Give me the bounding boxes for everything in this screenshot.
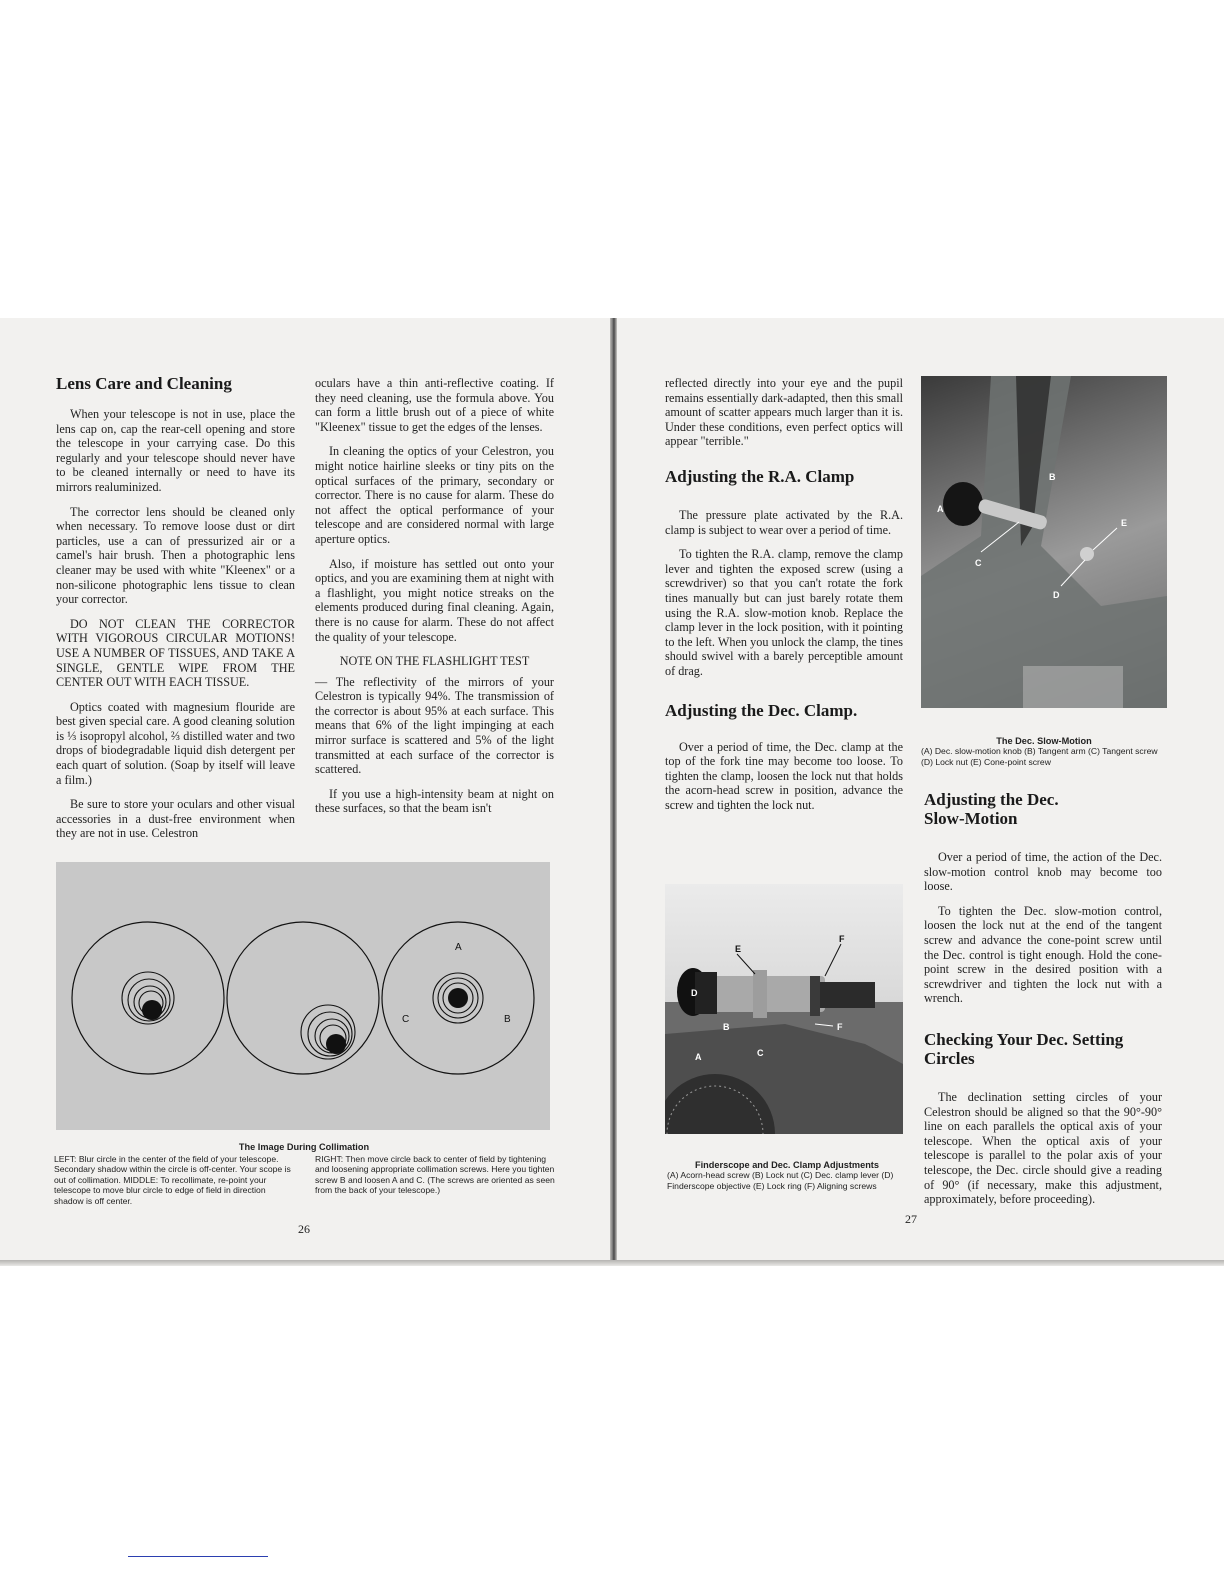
paragraph: oculars have a thin anti-reflective coating. If they need cleaning, use the formula above. You can form a little brush out of a piece of white "Kleenex" tissue to get the edges of the lenses.: [315, 376, 554, 434]
finderscope-illustration: [665, 884, 903, 1134]
paragraph: When your telescope is not in use, place the lens cap on, cap the rear-cell opening and store the telescope in your carrying case. Do this regularly and your telescope should never have to be cleaned internally or need to have its mirrors realuminized.: [56, 407, 295, 494]
paragraph: reflected directly into your eye and the pupil remains essentially dark-adapted, then this small amount of scatter appears much larger than it is. Under these conditions, even perfect optics will appear "terrible.": [665, 376, 903, 449]
photo1-caption: [921, 736, 1167, 767]
photo1-label-c: C: [975, 558, 982, 568]
left-page: [0, 318, 613, 1262]
photo2-label-e: E: [735, 944, 742, 954]
photo2-label-c: C: [757, 1048, 764, 1058]
paragraph: The declination setting circles of your Celestron should be aligned so that the 90°-90° line on each parallels the optical axis of your telescope. When the optical axis of your telescope is parallel to the polar axis of your telescope, the Dec. circle should give a reading of 90° (if necessary, make this adjustment, approximately, before proceeding).: [924, 1089, 1162, 1207]
photo2-label-d: D: [691, 988, 698, 998]
photo2-caption-title: Finderscope and Dec. Clamp Adjustments: [695, 1160, 879, 1170]
label-c: C: [402, 1014, 410, 1025]
paragraph: Over a period of time, the Dec. clamp at the top of the fork tine may become too loose. To tighten the clamp, loosen the lock nut that holds the acorn-head screw in position, advance the screw and tighten the lock nut.: [665, 739, 903, 812]
photo1-caption-title: The Dec. Slow-Motion: [996, 736, 1092, 746]
warning-paragraph: DO NOT CLEAN THE CORRECTOR WITH VIGOROUS CIRCULAR MOTIONS! USE A NUMBER OF TISSUES, AND TAKE A SINGLE, GENTLE WIPE FROM THE CENTER OUT WITH EACH TISSUE.: [56, 616, 295, 690]
spread-bottom-edge: [0, 1260, 1224, 1266]
heading-ra-clamp: Adjusting the R.A. Clamp: [665, 466, 855, 486]
photo-dec-slow-motion: [921, 376, 1167, 708]
heading-dec-slow-motion: Adjusting the Dec. Slow-Motion: [924, 790, 1059, 828]
photo1-label-a: A: [937, 504, 944, 514]
paragraph: Also, if moisture has settled out onto your optics, and you are examining them at night with a flashlight, you might notice streaks on the elements produced during final cleaning. Again, there is no cause for alarm. These do not affect the quality of your telescope.: [315, 556, 554, 644]
photo1-label-b: B: [1049, 472, 1056, 482]
book-spread: [0, 318, 1224, 1262]
heading-lens-care: Lens Care and Cleaning: [56, 374, 232, 393]
right-page: [617, 318, 1224, 1262]
paragraph: Be sure to store your oculars and other visual accessories in a dust-free environment when they are not in use. Celestron: [56, 797, 295, 841]
collimation-figure: [56, 862, 550, 1130]
paragraph: Optics coated with magnesium flouride are best given special care. A good cleaning solution is ⅓ isopropyl alcohol, ⅔ distilled water and two drops of biodegradable liquid dish detergent per each quart of solution. (Soap by itself will leave a film.): [56, 699, 295, 787]
paragraph: In cleaning the optics of your Celestron, you might notice hairline sleeks or tiny pits on the optical surfaces of the primary, secondary or corrector. There is no cause for alarm. These do not affect the optical performance of your telescope and are considered normal with large aperture optics.: [315, 444, 554, 546]
caption-left: LEFT: Blur circle in the center of the field of your telescope. Secondary shadow within the circle is off-center. Your scope is out of collimation. MIDDLE: To recollimate, re-point your telescope to move blur circle to edge of field in direction shadow is off center.: [54, 1154, 291, 1206]
right-column-2: [924, 790, 1162, 1217]
photo2-caption-text: (A) Acorn-head screw (B) Lock nut (C) Dec. clamp lever (D) Finderscope objective (E) Lock ring (F) Aligning screws: [667, 1170, 894, 1191]
heading-dec-setting-circles: Checking Your Dec. Setting Circles: [924, 1029, 1124, 1068]
paragraph: Over a period of time, the action of the Dec. slow-motion control knob may become too loose.: [924, 850, 1162, 894]
field-circle-middle: [227, 922, 379, 1074]
shadow-dot-right: [448, 988, 468, 1008]
label-a: A: [455, 942, 462, 953]
photo2-label-f-bottom: F: [837, 1022, 843, 1032]
collimation-caption: [54, 1142, 555, 1206]
photo2-label-b: B: [723, 1022, 730, 1032]
photo1-label-d: D: [1053, 590, 1060, 600]
left-column-2: [315, 376, 554, 826]
heading-dec-clamp: Adjusting the Dec. Clamp.: [665, 700, 858, 720]
photo2-label-f-top: F: [839, 934, 845, 944]
paragraph: If you use a high-intensity beam at night on these surfaces, so that the beam isn't: [315, 786, 554, 816]
stray-line: [128, 1556, 268, 1557]
paragraph: The pressure plate activated by the R.A. clamp is subject to wear over a period of time.: [665, 507, 903, 537]
left-column-1: [56, 374, 295, 851]
photo1-caption-text: (A) Dec. slow-motion knob (B) Tangent arm (C) Tangent screw (D) Lock nut (E) Cone-point screw: [921, 746, 1158, 767]
shadow-dot-left: [142, 1000, 162, 1020]
dec-slow-motion-illustration: [921, 376, 1167, 708]
page-number-27: 27: [905, 1212, 917, 1226]
paragraph: — The reflectivity of the mirrors of your Celestron is typically 94%. The transmission of the corrector is about 95% at each surface. This means that 6% of the light impinging at each mirror surface is scattered and 5% of the light transmitted at each surface of the corrector is scattered.: [315, 674, 554, 777]
photo1-label-e: E: [1121, 518, 1128, 528]
photo-finderscope: [665, 884, 903, 1134]
field-circle-left: [72, 922, 224, 1074]
caption-title: The Image During Collimation: [238, 1142, 370, 1152]
paragraph: To tighten the R.A. clamp, remove the clamp lever and tighten the exposed screw (using a screwdriver) so that you can't rotate the fork tines manually but can just barely rotate them using the R.A. slow-motion knob. Replace the clamp lever in the lock position, with it pointing to the left. When you unlock the clamp, the tines should swivel with a barely perceptible amount of drag.: [665, 547, 903, 678]
collimation-diagram: [56, 862, 550, 1130]
caption-right: RIGHT: Then move circle back to center of field by tightening and loosening appropriate collimation screws. Here you tighten screw B and loosen A and C. (The screws are oriented as seen from the back of your telescope.): [315, 1154, 555, 1196]
paragraph: The corrector lens should be cleaned only when necessary. To remove loose dust or dirt particles, use a can of pressurized air or a camel's hair brush. Then a photographic lens cleaner may be used with white "Kleenex" or a non-silicone photographic lens tissue to clean your corrector.: [56, 504, 295, 607]
label-b: B: [504, 1014, 511, 1025]
shadow-dot-middle: [326, 1034, 346, 1054]
page-number-26: 26: [298, 1222, 310, 1236]
note-heading: NOTE ON THE FLASHLIGHT TEST: [339, 654, 530, 669]
photo2-label-a: A: [695, 1052, 702, 1062]
photo2-caption: [667, 1160, 907, 1191]
paragraph: To tighten the Dec. slow-motion control, loosen the lock nut at the end of the tangent screw and advance the cone-point screw until the Dec. control is tight enough. Hold the cone-point screw in the desired position with a screwdriver and tighten the lock nut with a wrench.: [924, 903, 1162, 1006]
right-column-1: [665, 376, 903, 822]
book-gutter: [610, 318, 617, 1262]
